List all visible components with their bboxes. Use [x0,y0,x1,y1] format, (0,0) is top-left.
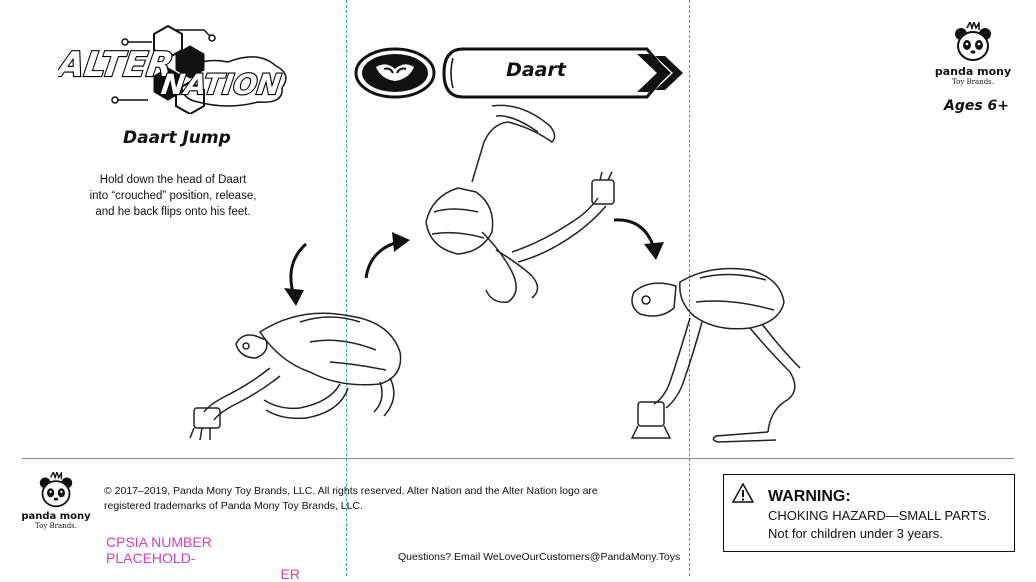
instruction-text [73,172,273,220]
warning-text [768,507,990,543]
curved-arrow-up [360,228,416,287]
cpsia-line: ER [280,566,300,582]
warning-line: Not for children under 3 years. [768,526,943,541]
cpsia-line: CPSIA NUMBER PLACEHOLD- [106,534,212,566]
alter-nation-logo [58,24,290,114]
warning-title: WARNING: [768,488,851,505]
instruction-line: into “crouched” position, release, [89,190,257,202]
figure-landed-illustration [620,262,810,444]
support-email: Questions? Email WeLoveOurCustomers@PandaMony.Toys [398,551,681,563]
age-rating: Ages 6+ [944,98,1010,114]
instruction-line: Hold down the head of Daart [99,174,247,186]
footer-divider [22,458,1014,459]
panda-icon [953,22,993,64]
warning-box [723,474,1015,552]
brand-subtext: Toy Brands. [35,522,77,530]
cpsia-number [106,534,300,582]
brand-logo-footer [20,472,92,540]
instruction-title: Daart Jump [123,128,231,148]
logo-word-nation: NATION [159,68,283,101]
brand-wordmark: panda mony [21,511,91,522]
brand-subtext: Toy Brands. [952,78,994,86]
brand-wordmark: panda mony [934,65,1012,78]
figure-crouched-illustration [180,292,430,444]
figure-flipping-illustration [412,102,622,312]
copyright-notice [104,484,704,514]
copyright-line: registered trademarks of Panda Mony Toy Brands, LLC. [104,500,363,512]
panda-icon [38,472,74,510]
brand-logo-top [930,22,1016,96]
logo-word-alter: ALTER [58,45,176,85]
copyright-line: © 2017–2019, Panda Mony Toy Brands, LLC. All rights reserved. Alter Nation and the Alter Nation logo are [104,485,598,497]
character-name-banner [441,46,685,100]
character-badge [354,47,436,99]
warning-triangle-icon [732,483,754,508]
character-name: Daart [506,59,566,81]
instruction-line: and he back flips onto his feet. [95,206,251,218]
warning-line: CHOKING HAZARD—SMALL PARTS. [768,508,991,523]
